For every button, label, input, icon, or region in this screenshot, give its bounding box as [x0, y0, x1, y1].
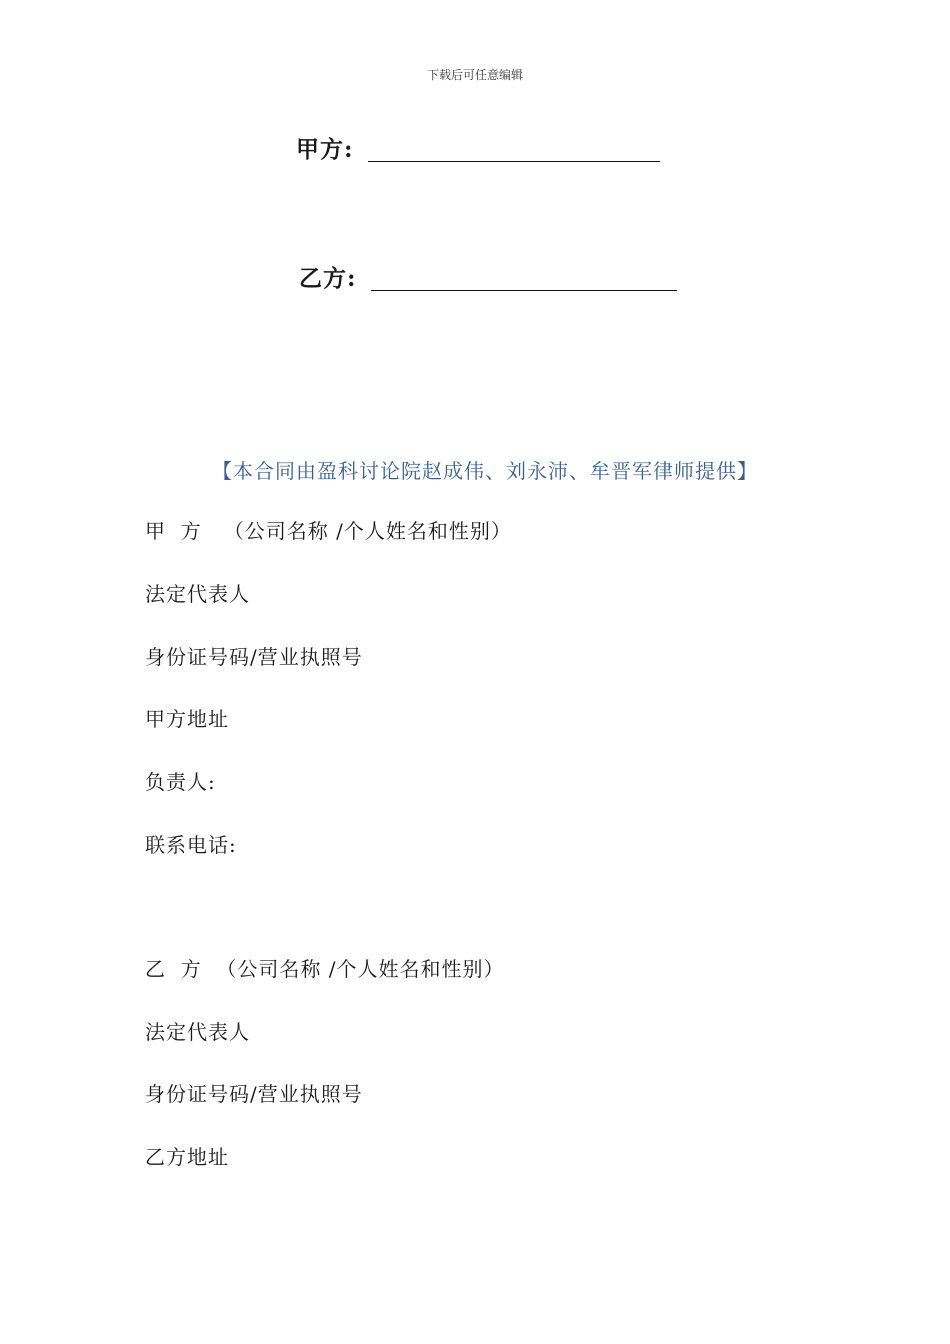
party-b-id-number: 身份证号码/营业执照号	[145, 1082, 363, 1106]
party-a-person-in-charge: 负责人:	[145, 770, 216, 794]
party-a-blank-line	[368, 160, 660, 162]
party-a-title: 甲 方 （公司名称 /个人姓名和性别）	[145, 519, 512, 543]
party-a-id-number: 身份证号码/营业执照号	[145, 645, 363, 669]
party-b-signature-line	[299, 264, 677, 294]
provider-note: 【本合同由盈科讨论院赵成伟、刘永沛、牟晋军律师提供】	[212, 459, 758, 483]
party-a-address: 甲方地址	[145, 707, 229, 731]
party-a-legal-rep: 法定代表人	[145, 582, 250, 606]
party-b-legal-rep: 法定代表人	[145, 1020, 250, 1044]
header-note: 下载后可任意编辑	[426, 68, 523, 82]
party-b-label: 乙方:	[299, 265, 357, 292]
party-b-address: 乙方地址	[145, 1145, 229, 1169]
party-a-label: 甲方:	[296, 136, 354, 163]
party-a-signature-line	[296, 135, 660, 165]
party-a-phone: 联系电话:	[145, 833, 237, 857]
party-b-title: 乙 方 （公司名称 /个人姓名和性别）	[145, 957, 505, 981]
party-b-blank-line	[371, 289, 677, 291]
